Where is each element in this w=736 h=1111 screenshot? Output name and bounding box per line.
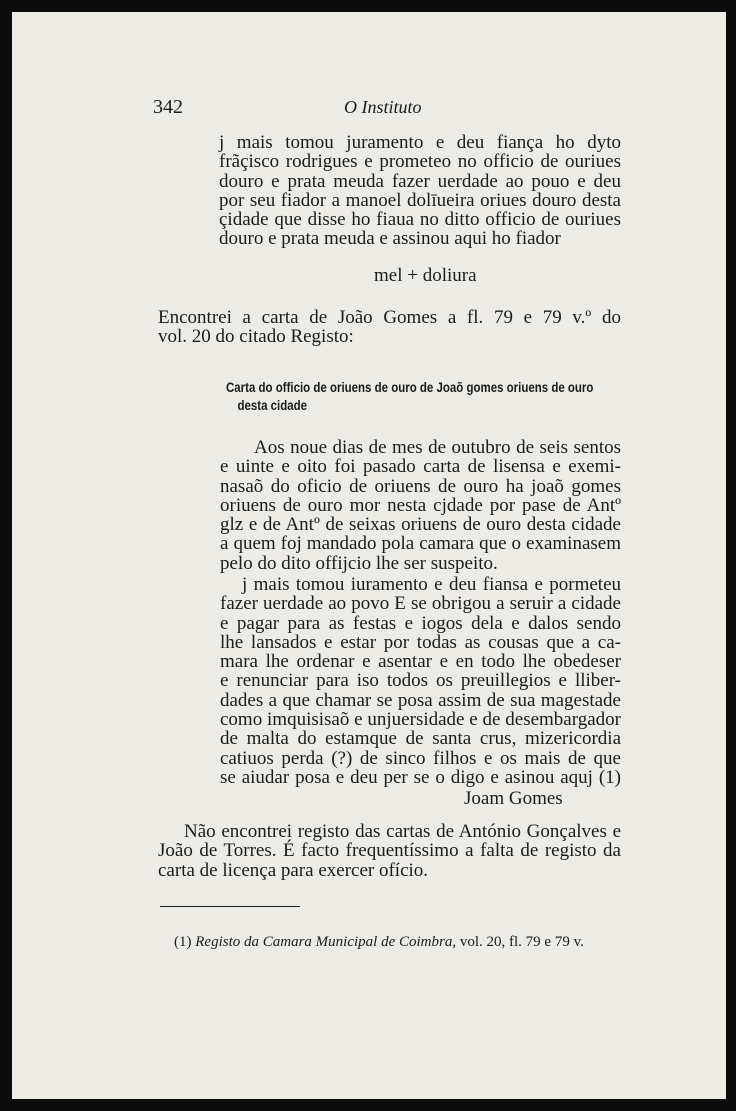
paragraph-carta-text [220, 438, 621, 573]
document-page [12, 12, 726, 1099]
text-line: Não encontrei registo das cartas de António Gonçalves e [184, 821, 621, 842]
text-line: pelo do dito offijcio lhe ser suspeito. [220, 552, 498, 574]
text-line: j mais tomou iuramento e deu fiansa e pormeteu [242, 574, 621, 595]
text-line: de malta do estamque de santa crus, mizericordia [220, 728, 621, 750]
text-line: carta de licença para exercer ofício. [158, 859, 429, 881]
text-line: glz e de Antº de seixas oriuens de ouro desta cidade [220, 514, 621, 536]
text-line: oriuens de ouro mor nesta cjdade por pase de Antº [220, 494, 621, 516]
footnote-marker: (1) [174, 934, 192, 950]
paragraph-carta-joao-gomes [158, 308, 621, 347]
heading-line: desta cidade [237, 397, 308, 413]
running-title: O Instituto [344, 97, 422, 117]
footnote-reference: vol. 20, fl. 79 e 79 v. [459, 934, 584, 950]
text-line: e uinte e oito foi pasado carta de lisensa e exemi- [220, 456, 621, 478]
footnote-source-title: Registo da Camara Municipal de Coimbra, [195, 934, 457, 950]
text-line: catiuos perda (?) de sinco filhos e os mais de que [220, 747, 621, 769]
signature-joam-gomes: Joam Gomes [464, 788, 563, 809]
text-line: lhe lansados e estar por todas as cousas que a ca- [220, 631, 621, 653]
footnote-divider [160, 906, 300, 907]
text-line: e pagar para as festas e iogos dela e dalos sendo [220, 612, 621, 634]
text-line: j mais tomou juramento e deu fiança ho dyto [219, 132, 621, 153]
text-line: por seu fiador a manoel dolīueira oriues douro desta [219, 189, 621, 211]
text-line: a quem foj mandado pola camara que o examinasem [220, 533, 621, 555]
footnote [174, 934, 584, 951]
heading-line: Carta do officio de oriuens de ouro de Joaõ gomes oriuens de ouro [226, 379, 594, 395]
text-line: çidade que disse ho fiaua no ditto officio de ouriues [219, 209, 621, 231]
text-line: vol. 20 do citado Registo: [158, 326, 354, 348]
text-line: João de Torres. É facto frequentíssimo a falta de registo da [158, 840, 621, 862]
paragraph-oath-joao [220, 575, 621, 787]
text-line: douro e prata meuda fazer uerdade ao pouo e deu [219, 170, 621, 192]
text-line: fazer uerdade ao povo E se obrigou a seruir a cidade [220, 593, 621, 615]
signature-manoel-doliueira: mel + doliura [374, 265, 477, 286]
text-line: como imquisisaõ e unjuersidade e de desembargador [220, 709, 621, 731]
text-line: frãçisco rodrigues e prometeo no officio de ouriues [219, 151, 621, 173]
text-line: dades a que chamar se posa assim de sua magestade [220, 689, 621, 711]
text-line: e renunciar para iso todos os preuillegios e lliber- [220, 670, 621, 692]
document-heading [226, 378, 594, 414]
text-line: se aiudar posa e deu per se o digo e asinou aquj (1) [220, 766, 621, 788]
paragraph-oath-francisco [219, 133, 621, 249]
paragraph-no-registo [158, 822, 621, 880]
text-line: Encontrei a carta de João Gomes a fl. 79 e 79 v.º do [158, 307, 621, 328]
text-line: mara lhe ordenar e asentar e en todo lhe obedeser [220, 651, 621, 673]
text-line: douro e prata meuda e assinou aqui ho fiador [219, 228, 561, 250]
page-number: 342 [153, 96, 183, 118]
text-line: nasaõ do oficio de oriuens de ouro ha joaõ gomes [220, 475, 621, 497]
page-header [12, 96, 726, 122]
text-line: Aos noue dias de mes de outubro de seis sentos [254, 437, 621, 458]
